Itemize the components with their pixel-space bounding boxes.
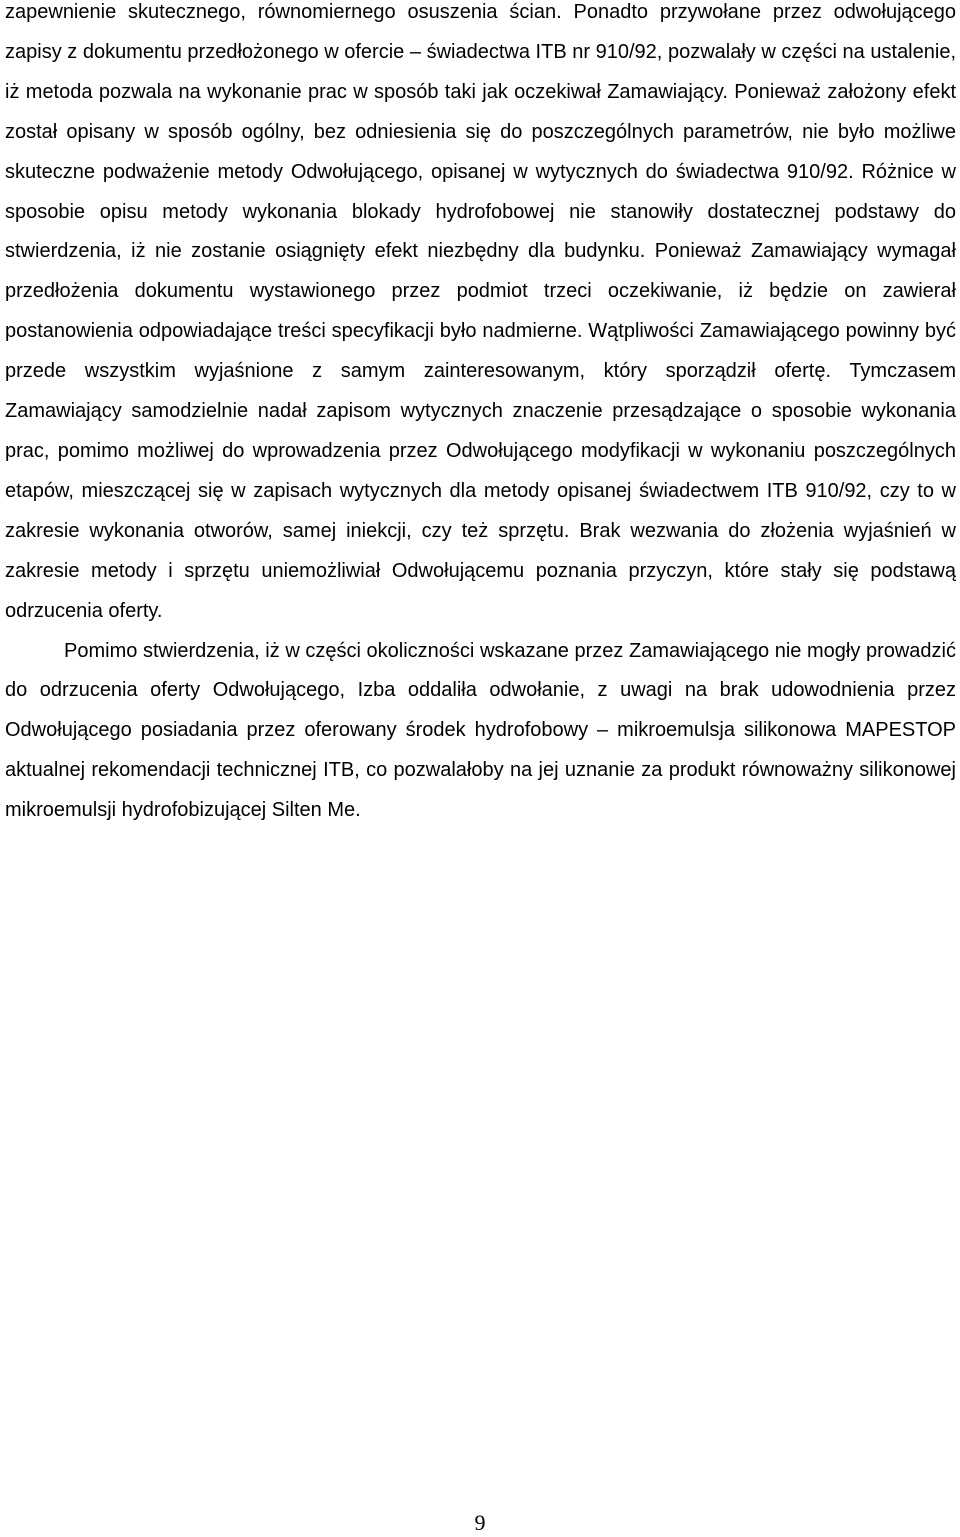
page-number: 9 xyxy=(474,1510,486,1535)
paragraph-continuation: zapewnienie skutecznego, równomiernego osuszenia ścian. Ponadto przywołane przez odwołującego zapisy z dokumentu przedłożonego w ofercie – świadectwa ITB nr 910/92, pozwalały w części na ustalenie, iż metoda pozwala na wykonanie prac w sposób taki jak oczekiwał Zamawiający. Ponieważ założony efekt został opisany w sposób ogólny, bez odniesienia się do poszczególnych parametrów, nie było możliwe skuteczne podważenie metody Odwołującego, opisanej w wytycznych do świadectwa 910/92. Różnice w sposobie opisu metody wykonania blokady hydrofobowej nie stanowiły dostatecznej podstawy do stwierdzenia, iż nie zostanie osiągnięty efekt niezbędny dla budynku. Ponieważ Zamawiający wymagał przedłożenia dokumentu wystawionego przez podmiot trzeci oczekiwanie, iż będzie on zawierał postanowienia odpowiadające treści specyfikacji było nadmierne. Wątpliwości Zamawiającego powinny być przede wszystkim wyjaśnione z samym zainteresowanym, który sporządził ofertę. Tymczasem Zamawiający samodzielnie nadał zapisom wytycznych znaczenie przesądzające o sposobie wykonania prac, pomimo możliwej do wprowadzenia przez Odwołującego modyfikacji w wykonaniu poszczególnych etapów, mieszczącej się w zapisach wytycznych dla metody opisanej świadectwem ITB 910/92, czy to w zakresie wykonania otworów, samej iniekcji, czy też sprzętu. Brak wezwania do złożenia wyjaśnień w zakresie metody i sprzętu uniemożliwiał Odwołującemu poznania przyczyn, które stały się podstawą odrzucenia oferty. xyxy=(5,1,956,622)
paragraph-conclusion: Pomimo stwierdzenia, iż w części okoliczności wskazane przez Zamawiającego nie mogły prowadzić do odrzucenia oferty Odwołującego, Izba oddaliła odwołanie, z uwagi na brak udowodnienia przez Odwołującego posiadania przez oferowany środek hydrofobowy – mikroemulsja silikonowa MAPESTOP aktualnej rekomendacji technicznej ITB, co pozwalałoby na jej uznanie za produkt równoważny silikonowej mikroemulsji hydrofobizującej Silten Me. xyxy=(5,639,956,822)
document-body xyxy=(5,0,956,831)
